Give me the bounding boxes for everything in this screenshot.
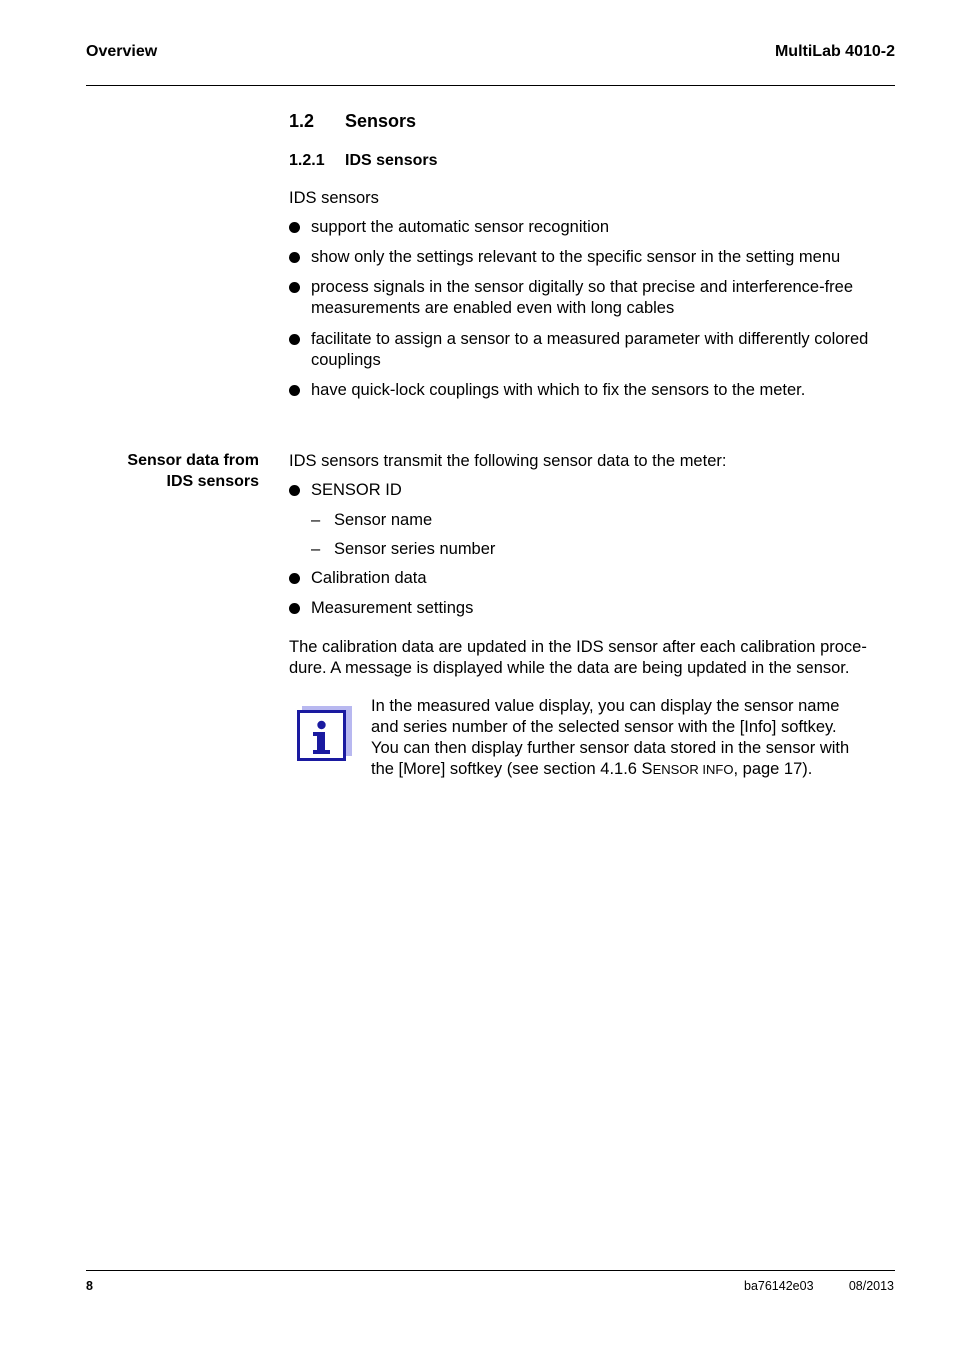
- note-section-ref: ENSOR INFO: [652, 762, 734, 777]
- calibration-paragraph-line1: The calibration data are updated in the IDS sensor after each calibration proce-: [289, 638, 867, 656]
- page-number: 8: [86, 1279, 93, 1293]
- list-item-text: show only the settings relevant to the specific sensor in the setting menu: [311, 248, 841, 266]
- bullet-icon: [289, 334, 300, 345]
- header-section-title: Overview: [86, 43, 158, 60]
- note-line1: In the measured value display, you can display the sensor name: [371, 697, 840, 715]
- list-item-text: Calibration data: [311, 569, 427, 587]
- list-item-text: have quick-lock couplings with which to fix the sensors to the meter.: [311, 381, 806, 399]
- note-line4-end: , page 17).: [733, 760, 813, 778]
- document-id: ba76142e03: [744, 1279, 814, 1293]
- document-date: 08/2013: [848, 1279, 894, 1293]
- bullet-icon: [289, 385, 300, 396]
- header-product-name: MultiLab 4010-2: [774, 43, 895, 60]
- sub-list-item-text: Sensor series number: [334, 540, 496, 558]
- margin-label-line1: Sensor data from: [127, 452, 259, 469]
- list-item-text: process signals in the sensor digitally so that precise and interference-free measurements are enabled even with long cables: [311, 278, 854, 317]
- list-item-text: Measurement settings: [311, 599, 474, 617]
- list-item-text: support the automatic sensor recognition: [311, 218, 610, 236]
- margin-label-line2: IDS sensors: [166, 473, 259, 490]
- bullet-icon: [289, 252, 300, 263]
- list-item-text: SENSOR ID: [311, 481, 402, 499]
- sensor-data-intro: IDS sensors transmit the following sensor data to the meter:: [289, 452, 727, 470]
- subsection-number: 1.2.1: [289, 152, 325, 169]
- note-line3: You can then display further sensor data stored in the sensor with: [371, 739, 850, 757]
- bullet-icon: [289, 603, 300, 614]
- section-title: Sensors: [345, 111, 417, 131]
- note-line4: [371, 759, 812, 780]
- bullet-icon: [289, 573, 300, 584]
- bullet-icon: [289, 485, 300, 496]
- note-line4-text: the [More] softkey (see section 4.1.6 S: [371, 760, 653, 778]
- section-number: 1.2: [289, 111, 315, 131]
- subsection-title: IDS sensors: [345, 152, 438, 169]
- header-rule: [86, 85, 895, 86]
- info-icon: [297, 706, 353, 763]
- dash-icon: –: [311, 511, 321, 529]
- bullet-icon: [289, 222, 300, 233]
- sub-list-item-text: Sensor name: [334, 511, 433, 529]
- list-item-text: facilitate to assign a sensor to a measured parameter with differently colored couplings: [311, 330, 869, 369]
- footer-rule: [86, 1270, 895, 1271]
- bullet-icon: [289, 282, 300, 293]
- calibration-paragraph-line2: dure. A message is displayed while the data are being updated in the sensor.: [289, 659, 850, 677]
- note-line2: and series number of the selected sensor with the [Info] softkey.: [371, 718, 837, 736]
- dash-icon: –: [311, 540, 321, 558]
- intro-text: IDS sensors: [289, 189, 379, 207]
